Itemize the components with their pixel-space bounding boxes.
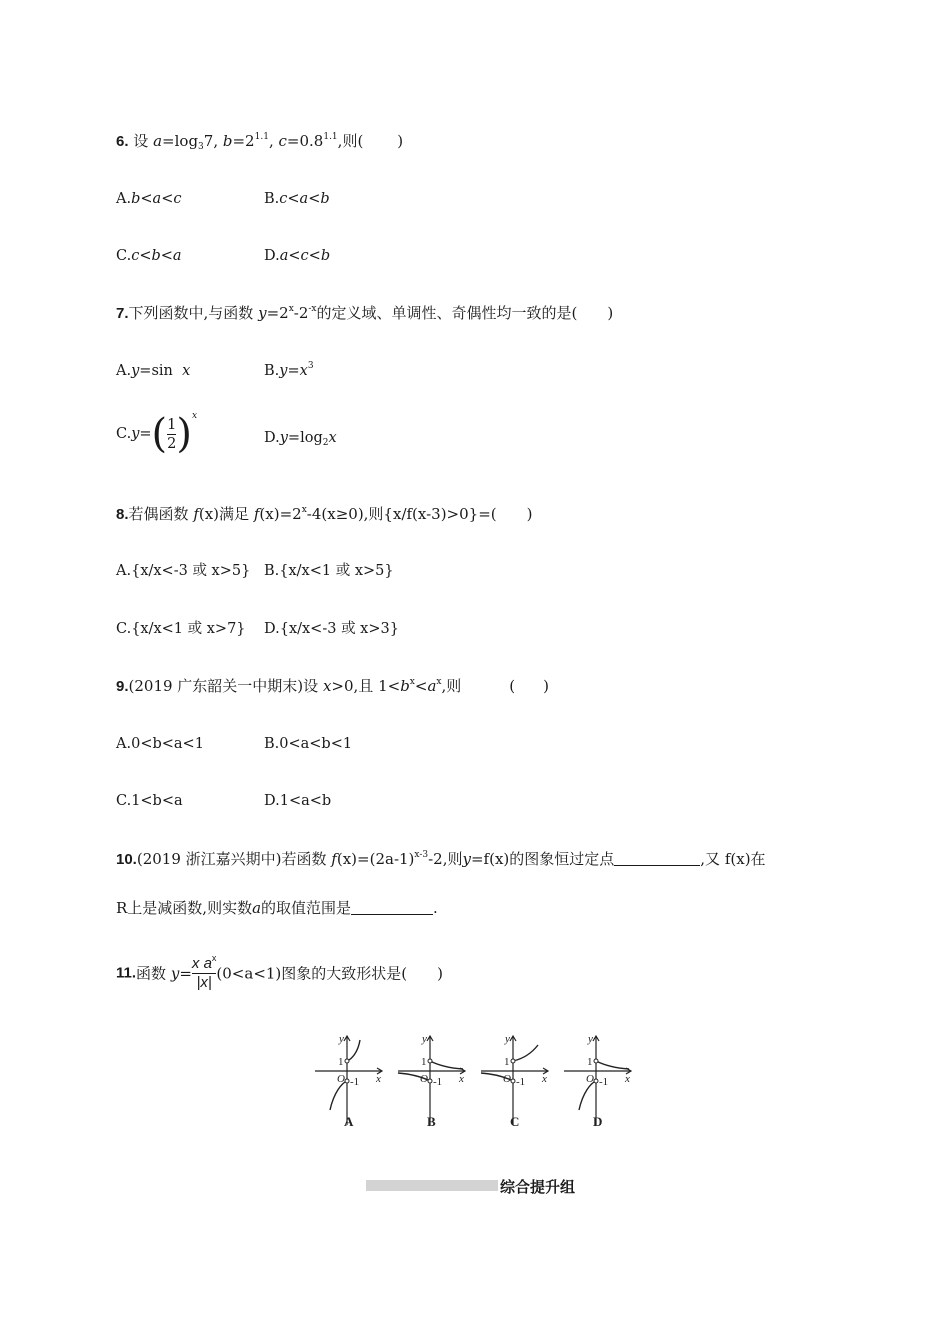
- svg-text:y: y: [422, 1033, 427, 1045]
- q6-option-b[interactable]: B.c<a<b: [264, 191, 330, 207]
- question-number: 8.: [116, 506, 129, 523]
- fraction: $\frac{x a^x}{|x|}$: [191, 953, 217, 991]
- svg-text:1: 1: [504, 1056, 510, 1068]
- q9-option-b[interactable]: B.0<a<b<1: [264, 736, 353, 752]
- svg-text:C: C: [510, 1114, 520, 1129]
- q6-option-a[interactable]: A.b<a<c: [116, 191, 182, 207]
- q9-option-c[interactable]: C.1<b<a: [116, 793, 183, 809]
- q8-option-b[interactable]: B.{x/x<1 或 x>5}: [264, 563, 394, 579]
- section-title: 综合提升组: [500, 1179, 576, 1196]
- q8-option-c[interactable]: C.{x/x<1 或 x>7}: [116, 621, 246, 637]
- fraction: $\frac{1}{2}$: [167, 416, 177, 452]
- svg-text:1: 1: [421, 1056, 427, 1068]
- svg-text:-1: -1: [599, 1076, 609, 1088]
- q6-option-c[interactable]: C.c<b<a: [116, 248, 182, 264]
- question-number: 9.: [116, 678, 129, 695]
- question-10: 10.(2019 浙江嘉兴期中)若函数 $f(x)=(2a-1)^{x-3}-2$,则y=f(x)的图象恒过定点 ,又 f(x)在: [116, 850, 766, 868]
- graph-d[interactable]: [564, 1033, 631, 1129]
- question-8: 8.若偶函数 f(x)满足 $f(x)=2^x-4(x\ge 0)$,则{x/f(x-3)>0}=( ): [116, 505, 533, 523]
- q7-option-a[interactable]: A.y=sin x: [116, 363, 191, 379]
- svg-text:y: y: [505, 1033, 510, 1045]
- svg-text:x: x: [625, 1073, 630, 1085]
- svg-text:-1: -1: [516, 1076, 526, 1088]
- answer-blank-fixed-point[interactable]: [614, 851, 700, 866]
- q8-option-a[interactable]: A.{x/x<-3 或 x>5}: [116, 563, 251, 579]
- question-6: 6. 设 $a=\log_37$, $b=2^{1.1}$, $c=0.8^{1.1}$,则( ): [116, 132, 404, 152]
- answer-blank-range[interactable]: [351, 900, 433, 915]
- svg-text:D: D: [593, 1114, 603, 1129]
- q7-option-c[interactable]: C.y=( $\frac{1}{2}$ )$^x$: [116, 411, 198, 457]
- svg-text:O: O: [503, 1073, 511, 1085]
- q9-option-d[interactable]: D.1<a<b: [264, 793, 332, 809]
- svg-text:O: O: [586, 1073, 594, 1085]
- svg-text:x: x: [542, 1073, 547, 1085]
- graph-options: [310, 1030, 645, 1130]
- question-7: 7.下列函数中,与函数 $y=2^x-2^{-x}$的定义域、单调性、奇偶性均一致的是( ): [116, 304, 614, 322]
- svg-text:x: x: [459, 1073, 464, 1085]
- svg-text:1: 1: [338, 1056, 344, 1068]
- question-number: 6.: [116, 133, 129, 150]
- question-9: 9.(2019 广东韶关一中期末)设 x>0,且 $1<b^x<a^x$,则 ( ): [116, 677, 549, 695]
- graph-a[interactable]: [315, 1033, 382, 1129]
- svg-text:x: x: [376, 1073, 381, 1085]
- q7-option-b[interactable]: $B.y=x^3$: [264, 361, 314, 379]
- question-number: 10.: [116, 851, 137, 868]
- section-divider: [366, 1180, 498, 1191]
- svg-text:y: y: [339, 1033, 344, 1045]
- svg-text:1: 1: [587, 1056, 593, 1068]
- q9-option-a[interactable]: A.0<b<a<1: [116, 736, 204, 752]
- svg-text:y: y: [588, 1033, 593, 1045]
- question-10-line-2: R上是减函数,则实数a的取值范围是 .: [116, 899, 438, 917]
- svg-text:O: O: [337, 1073, 345, 1085]
- question-11: 11.函数 y= $\frac{x a^x}{|x|}$ (0<a<1)图象的大致形状是( ): [116, 953, 443, 991]
- graph-c[interactable]: [481, 1033, 548, 1129]
- question-number: 7.: [116, 305, 129, 322]
- svg-text:B: B: [427, 1114, 436, 1129]
- graph-b[interactable]: [398, 1033, 465, 1129]
- q6-option-d[interactable]: D.a<c<b: [264, 248, 331, 264]
- q7-option-d[interactable]: $D.y=\log_2x$: [264, 430, 337, 448]
- q8-option-d[interactable]: D.{x/x<-3 或 x>3}: [264, 621, 399, 637]
- svg-text:O: O: [420, 1073, 428, 1085]
- svg-text:-1: -1: [350, 1076, 360, 1088]
- svg-text:A: A: [344, 1114, 354, 1129]
- svg-text:-1: -1: [433, 1076, 443, 1088]
- question-number: 11.: [116, 964, 137, 982]
